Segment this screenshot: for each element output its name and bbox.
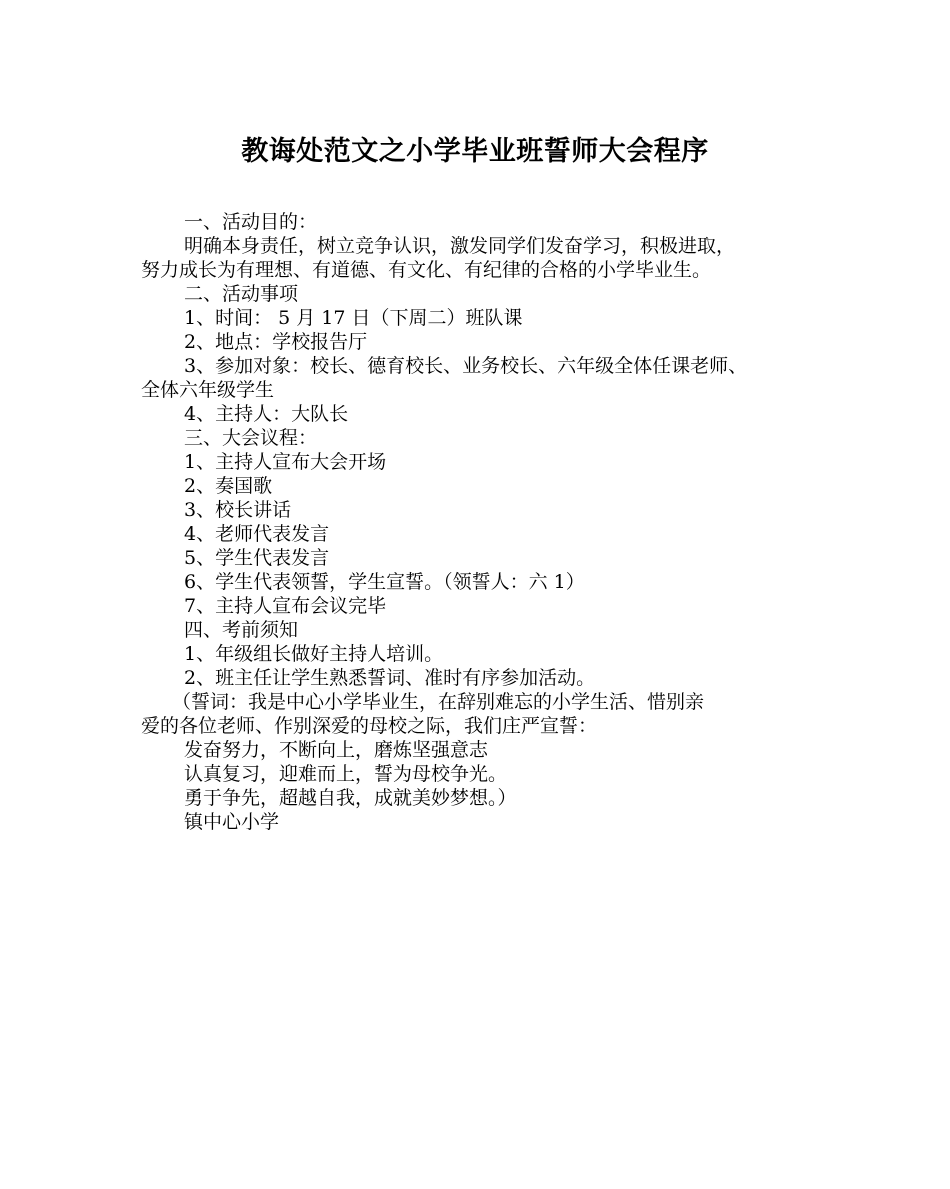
paragraph-line: 明确本身责任，树立竞争认识，激发同学们发奋学习，积极进取，	[184, 235, 736, 257]
paragraph-4	[141, 306, 811, 330]
paragraph-16	[141, 618, 811, 642]
paragraph-5	[141, 330, 811, 354]
paragraph-line: 4、老师代表发言	[184, 523, 330, 545]
paragraph-line: 努力成长为有理想、有道德、有文化、有纪律的合格的小学毕业生。	[141, 259, 712, 281]
paragraph-line: （誓词：我是中心小学毕业生，在辞别难忘的小学生活、惜别亲	[172, 691, 705, 713]
paragraph-line: 2、奏国歌	[184, 475, 273, 497]
paragraph-13	[141, 546, 811, 570]
paragraph-line: 一、活动目的：	[184, 211, 318, 233]
paragraph-11	[141, 498, 811, 522]
paragraph-line: 三、大会议程：	[184, 427, 318, 449]
paragraph-line: 4、主持人：大队长	[184, 403, 349, 425]
paragraph-1	[141, 210, 811, 234]
paragraph-line: 7、主持人宣布会议完毕	[184, 595, 387, 617]
paragraph-23	[141, 810, 811, 834]
paragraph-line: 发奋努力，不断向上，磨炼坚强意志	[184, 739, 489, 761]
paragraph-line: 爱的各位老师、作别深爱的母校之际，我们庄严宣誓：	[141, 715, 598, 737]
paragraph-20	[141, 738, 811, 762]
paragraph-14	[141, 570, 811, 594]
paragraph-12	[141, 522, 811, 546]
paragraph-21	[141, 762, 811, 786]
paragraph-2	[141, 234, 811, 282]
paragraph-22	[141, 786, 811, 810]
paragraph-17	[141, 642, 811, 666]
document-title: 教诲处范文之小学毕业班誓师大会程序	[241, 136, 709, 167]
paragraph-6	[141, 354, 811, 402]
paragraph-10	[141, 474, 811, 498]
paragraph-line: 认真复习，迎难而上，誓为母校争光。	[184, 763, 508, 785]
paragraph-19	[141, 690, 811, 738]
paragraph-line: 1、年级组长做好主持人培训。	[184, 643, 444, 665]
paragraph-line: 5、学生代表发言	[184, 547, 330, 569]
paragraph-line: 勇于争先，超越自我，成就美妙梦想。）	[184, 787, 517, 809]
paragraph-15	[141, 594, 811, 618]
document-body	[141, 210, 811, 834]
paragraph-line: 2、班主任让学生熟悉誓词、准时有序参加活动。	[184, 667, 596, 689]
paragraph-line: 1、时间： 5 月 17 日（下周二）班队课	[184, 307, 523, 329]
paragraph-line: 3、参加对象：校长、德育校长、业务校长、六年级全体任课老师、	[184, 355, 748, 377]
paragraph-8	[141, 426, 811, 450]
paragraph-9	[141, 450, 811, 474]
paragraph-line: 2、地点：学校报告厅	[184, 331, 368, 353]
paragraph-line: 1、主持人宣布大会开场	[184, 451, 387, 473]
paragraph-line: 6、学生代表领誓，学生宣誓。（领誓人：六 1）	[184, 571, 585, 593]
paragraph-line: 二、活动事项	[184, 283, 299, 305]
paragraph-line: 全体六年级学生	[141, 379, 275, 401]
paragraph-line: 四、考前须知	[184, 619, 299, 641]
paragraph-line: 3、校长讲话	[184, 499, 292, 521]
paragraph-line: 镇中心小学	[184, 811, 280, 833]
paragraph-7	[141, 402, 811, 426]
paragraph-18	[141, 666, 811, 690]
paragraph-3	[141, 282, 811, 306]
